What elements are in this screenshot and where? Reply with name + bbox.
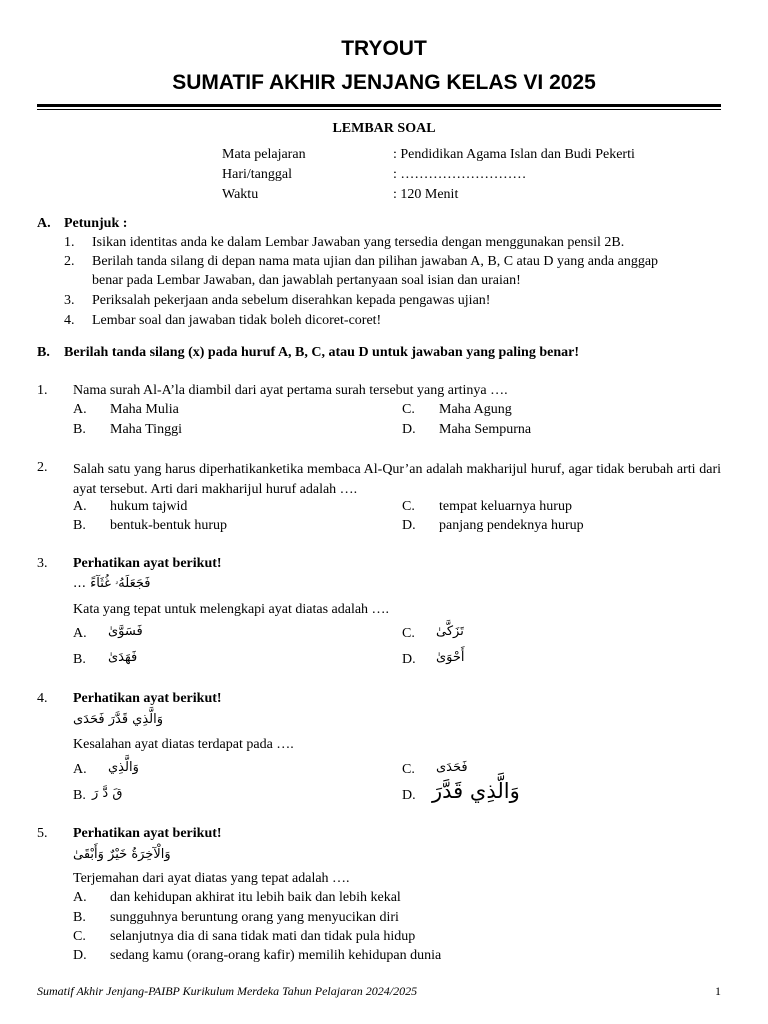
question-heading: Perhatikan ayat berikut! bbox=[73, 556, 222, 571]
option-c[interactable]: فَحَدَى bbox=[436, 760, 468, 775]
title-main: SUMATIF AKHIR JENJANG KELAS VI 2025 bbox=[172, 71, 596, 94]
option-letter-d[interactable]: D. bbox=[402, 788, 416, 803]
option-a[interactable]: فَسَوَّىٰ bbox=[108, 624, 143, 639]
option-letter-d[interactable]: D. bbox=[402, 422, 416, 437]
option-letter-a[interactable]: A. bbox=[73, 890, 87, 905]
option-d[interactable]: panjang pendeknya hurup bbox=[439, 518, 584, 533]
option-letter-d[interactable]: D. bbox=[402, 518, 416, 533]
page-number: 1 bbox=[715, 984, 721, 998]
question-number: 3. bbox=[37, 556, 48, 571]
option-d[interactable]: أَحْوَىٰ bbox=[436, 650, 465, 665]
option-a[interactable]: وَالَّذِي bbox=[108, 760, 139, 775]
option-letter-c[interactable]: C. bbox=[73, 929, 86, 944]
meta-value-time: : 120 Menit bbox=[393, 187, 459, 202]
arabic-verse: وَالَّذِي قَدَّرَ فَحَدَى bbox=[73, 712, 164, 727]
option-c[interactable]: tempat keluarnya hurup bbox=[439, 499, 572, 514]
meta-label-date: Hari/tanggal bbox=[222, 167, 292, 182]
option-letter-b[interactable]: B. bbox=[73, 652, 86, 667]
instruction-text: Periksalah pekerjaan anda sebelum diserahkan kepada pengawas ujian! bbox=[92, 293, 491, 308]
option-letter-a[interactable]: A. bbox=[73, 499, 87, 514]
option-a[interactable]: dan kehidupan akhirat itu lebih baik dan lebih kekal bbox=[110, 890, 401, 905]
question-number: 2. bbox=[37, 460, 48, 475]
option-letter-b[interactable]: B. bbox=[73, 788, 86, 803]
meta-label-subject: Mata pelajaran bbox=[222, 147, 306, 162]
option-a[interactable]: hukum tajwid bbox=[110, 499, 188, 514]
option-b[interactable]: sungguhnya beruntung orang yang menyucikan diri bbox=[110, 910, 399, 925]
question-text: Salah satu yang harus diperhatikanketika membaca Al-Qur’an adalah makharijul huruf, agar tidak berubah arti dari ayat tersebut. Arti dari makharijul huruf adalah …. bbox=[73, 462, 721, 497]
instruction-text-continued: benar pada Lembar Jawaban, dan jawablah pertanyaan soal isian dan uraian! bbox=[92, 273, 521, 288]
option-letter-b[interactable]: B. bbox=[73, 910, 86, 925]
footer-text: Sumatif Akhir Jenjang-PAIBP Kurikulum Merdeka Tahun Pelajaran 2024/2025 bbox=[37, 984, 418, 998]
section-a-heading: Petunjuk : bbox=[64, 216, 128, 231]
option-b[interactable]: فَهَدَىٰ bbox=[108, 650, 138, 665]
section-b-letter: B. bbox=[37, 345, 50, 360]
instruction-number: 3. bbox=[64, 293, 75, 308]
arabic-verse: وَالْآخِرَةُ خَيْرٌ وَأَبْقَىٰ bbox=[73, 847, 171, 862]
option-c[interactable]: تَزَكَّىٰ bbox=[436, 624, 464, 639]
option-letter-b[interactable]: B. bbox=[73, 518, 86, 533]
section-b-heading: Berilah tanda silang (x) pada huruf A, B, C, atau D untuk jawaban yang paling benar! bbox=[64, 345, 580, 360]
question-text: Terjemahan dari ayat diatas yang tepat adalah …. bbox=[73, 871, 350, 886]
question-number: 4. bbox=[37, 691, 48, 706]
option-d[interactable]: Maha Sempurna bbox=[439, 422, 532, 437]
option-b[interactable]: قَ دَّ رَ bbox=[92, 786, 123, 801]
title-tryout: TRYOUT bbox=[341, 37, 427, 60]
option-letter-a[interactable]: A. bbox=[73, 402, 87, 417]
meta-label-time: Waktu bbox=[222, 187, 259, 202]
sheet-title: LEMBAR SOAL bbox=[332, 121, 436, 136]
option-letter-c[interactable]: C. bbox=[402, 499, 415, 514]
header-rule-thin bbox=[37, 109, 721, 110]
meta-value-subject: : Pendidikan Agama Islan dan Budi Pekerti bbox=[393, 147, 635, 162]
option-letter-b[interactable]: B. bbox=[73, 422, 86, 437]
arabic-verse: فَجَعَلَهُۥ غُثَآءً … bbox=[73, 576, 151, 591]
option-d[interactable]: sedang kamu (orang-orang kafir) memilih kehidupan dunia bbox=[110, 948, 442, 963]
option-b[interactable]: bentuk-bentuk hurup bbox=[110, 518, 228, 533]
instruction-number: 4. bbox=[64, 313, 75, 328]
option-letter-a[interactable]: A. bbox=[73, 762, 87, 777]
question-number: 5. bbox=[37, 826, 48, 841]
option-letter-c[interactable]: C. bbox=[402, 402, 415, 417]
question-heading: Perhatikan ayat berikut! bbox=[73, 691, 222, 706]
meta-value-date: : ……………………… bbox=[393, 167, 527, 182]
option-a[interactable]: Maha Mulia bbox=[110, 402, 179, 417]
option-c[interactable]: selanjutnya dia di sana tidak mati dan tidak pula hidup bbox=[110, 929, 416, 944]
question-number: 1. bbox=[37, 383, 48, 398]
question-text: Nama surah Al-A’la diambil dari ayat pertama surah tersebut yang artinya …. bbox=[73, 383, 508, 398]
option-letter-d[interactable]: D. bbox=[73, 948, 87, 963]
option-c[interactable]: Maha Agung bbox=[439, 402, 512, 417]
option-d[interactable]: وَالَّذِي قَدَّرَ bbox=[432, 779, 520, 803]
option-letter-c[interactable]: C. bbox=[402, 626, 415, 641]
instruction-text: Isikan identitas anda ke dalam Lembar Jawaban yang tersedia dengan menggunakan pensil 2B. bbox=[92, 235, 625, 250]
instruction-number: 1. bbox=[64, 235, 75, 250]
instruction-text: Lembar soal dan jawaban tidak boleh dicoret-coret! bbox=[92, 313, 382, 328]
option-b[interactable]: Maha Tinggi bbox=[110, 422, 182, 437]
section-a-letter: A. bbox=[37, 216, 51, 231]
option-letter-c[interactable]: C. bbox=[402, 762, 415, 777]
option-letter-a[interactable]: A. bbox=[73, 626, 87, 641]
option-letter-d[interactable]: D. bbox=[402, 652, 416, 667]
instruction-number: 2. bbox=[64, 254, 75, 269]
question-text: Kata yang tepat untuk melengkapi ayat diatas adalah …. bbox=[73, 602, 390, 617]
question-heading: Perhatikan ayat berikut! bbox=[73, 826, 222, 841]
instruction-text: Berilah tanda silang di depan nama mata ujian dan pilihan jawaban A, B, C atau D yang anda anggap bbox=[92, 254, 659, 269]
question-text: Kesalahan ayat diatas terdapat pada …. bbox=[73, 737, 294, 752]
header-rule-thick bbox=[37, 104, 721, 107]
